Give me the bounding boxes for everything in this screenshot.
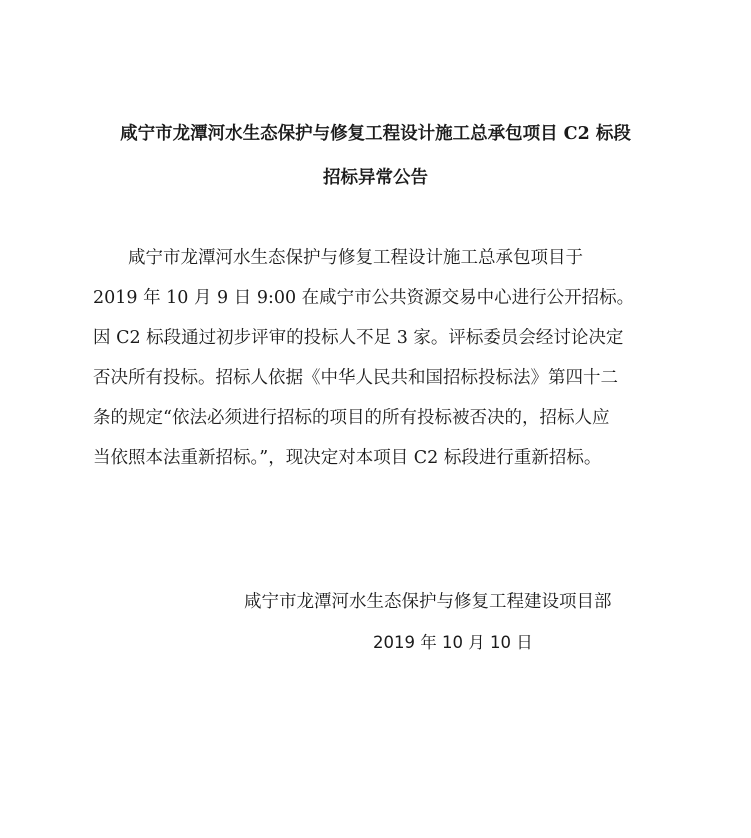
body-line: 咸宁市龙潭河水生态保护与修复工程设计施工总承包项目于 [128, 248, 583, 268]
body-line: 否决所有投标。招标人依据《中华人民共和国招标投标法》第四十二 [93, 368, 618, 388]
signature-date: 2019 年 10 月 10 日 [373, 633, 533, 652]
body-line: 2019 年 10 月 9 日 9:00 在咸宁市公共资源交易中心进行公开招标。 [93, 288, 635, 308]
announcement-title: 咸宁市龙潭河水生态保护与修复工程设计施工总承包项目 C2 标段 [120, 124, 631, 144]
body-line: 条的规定“依法必须进行招标的项目的所有投标被否决的，招标人应 [93, 408, 610, 428]
announcement-subtitle: 招标异常公告 [323, 168, 428, 188]
body-line: 当依照本法重新招标。”，现决定对本项目 C2 标段进行重新招标。 [93, 448, 602, 468]
body-line: 因 C2 标段通过初步评审的投标人不足 3 家。评标委员会经讨论决定 [93, 328, 624, 348]
announcement-body [93, 238, 663, 478]
signature-organization: 咸宁市龙潭河水生态保护与修复工程建设项目部 [244, 592, 612, 612]
